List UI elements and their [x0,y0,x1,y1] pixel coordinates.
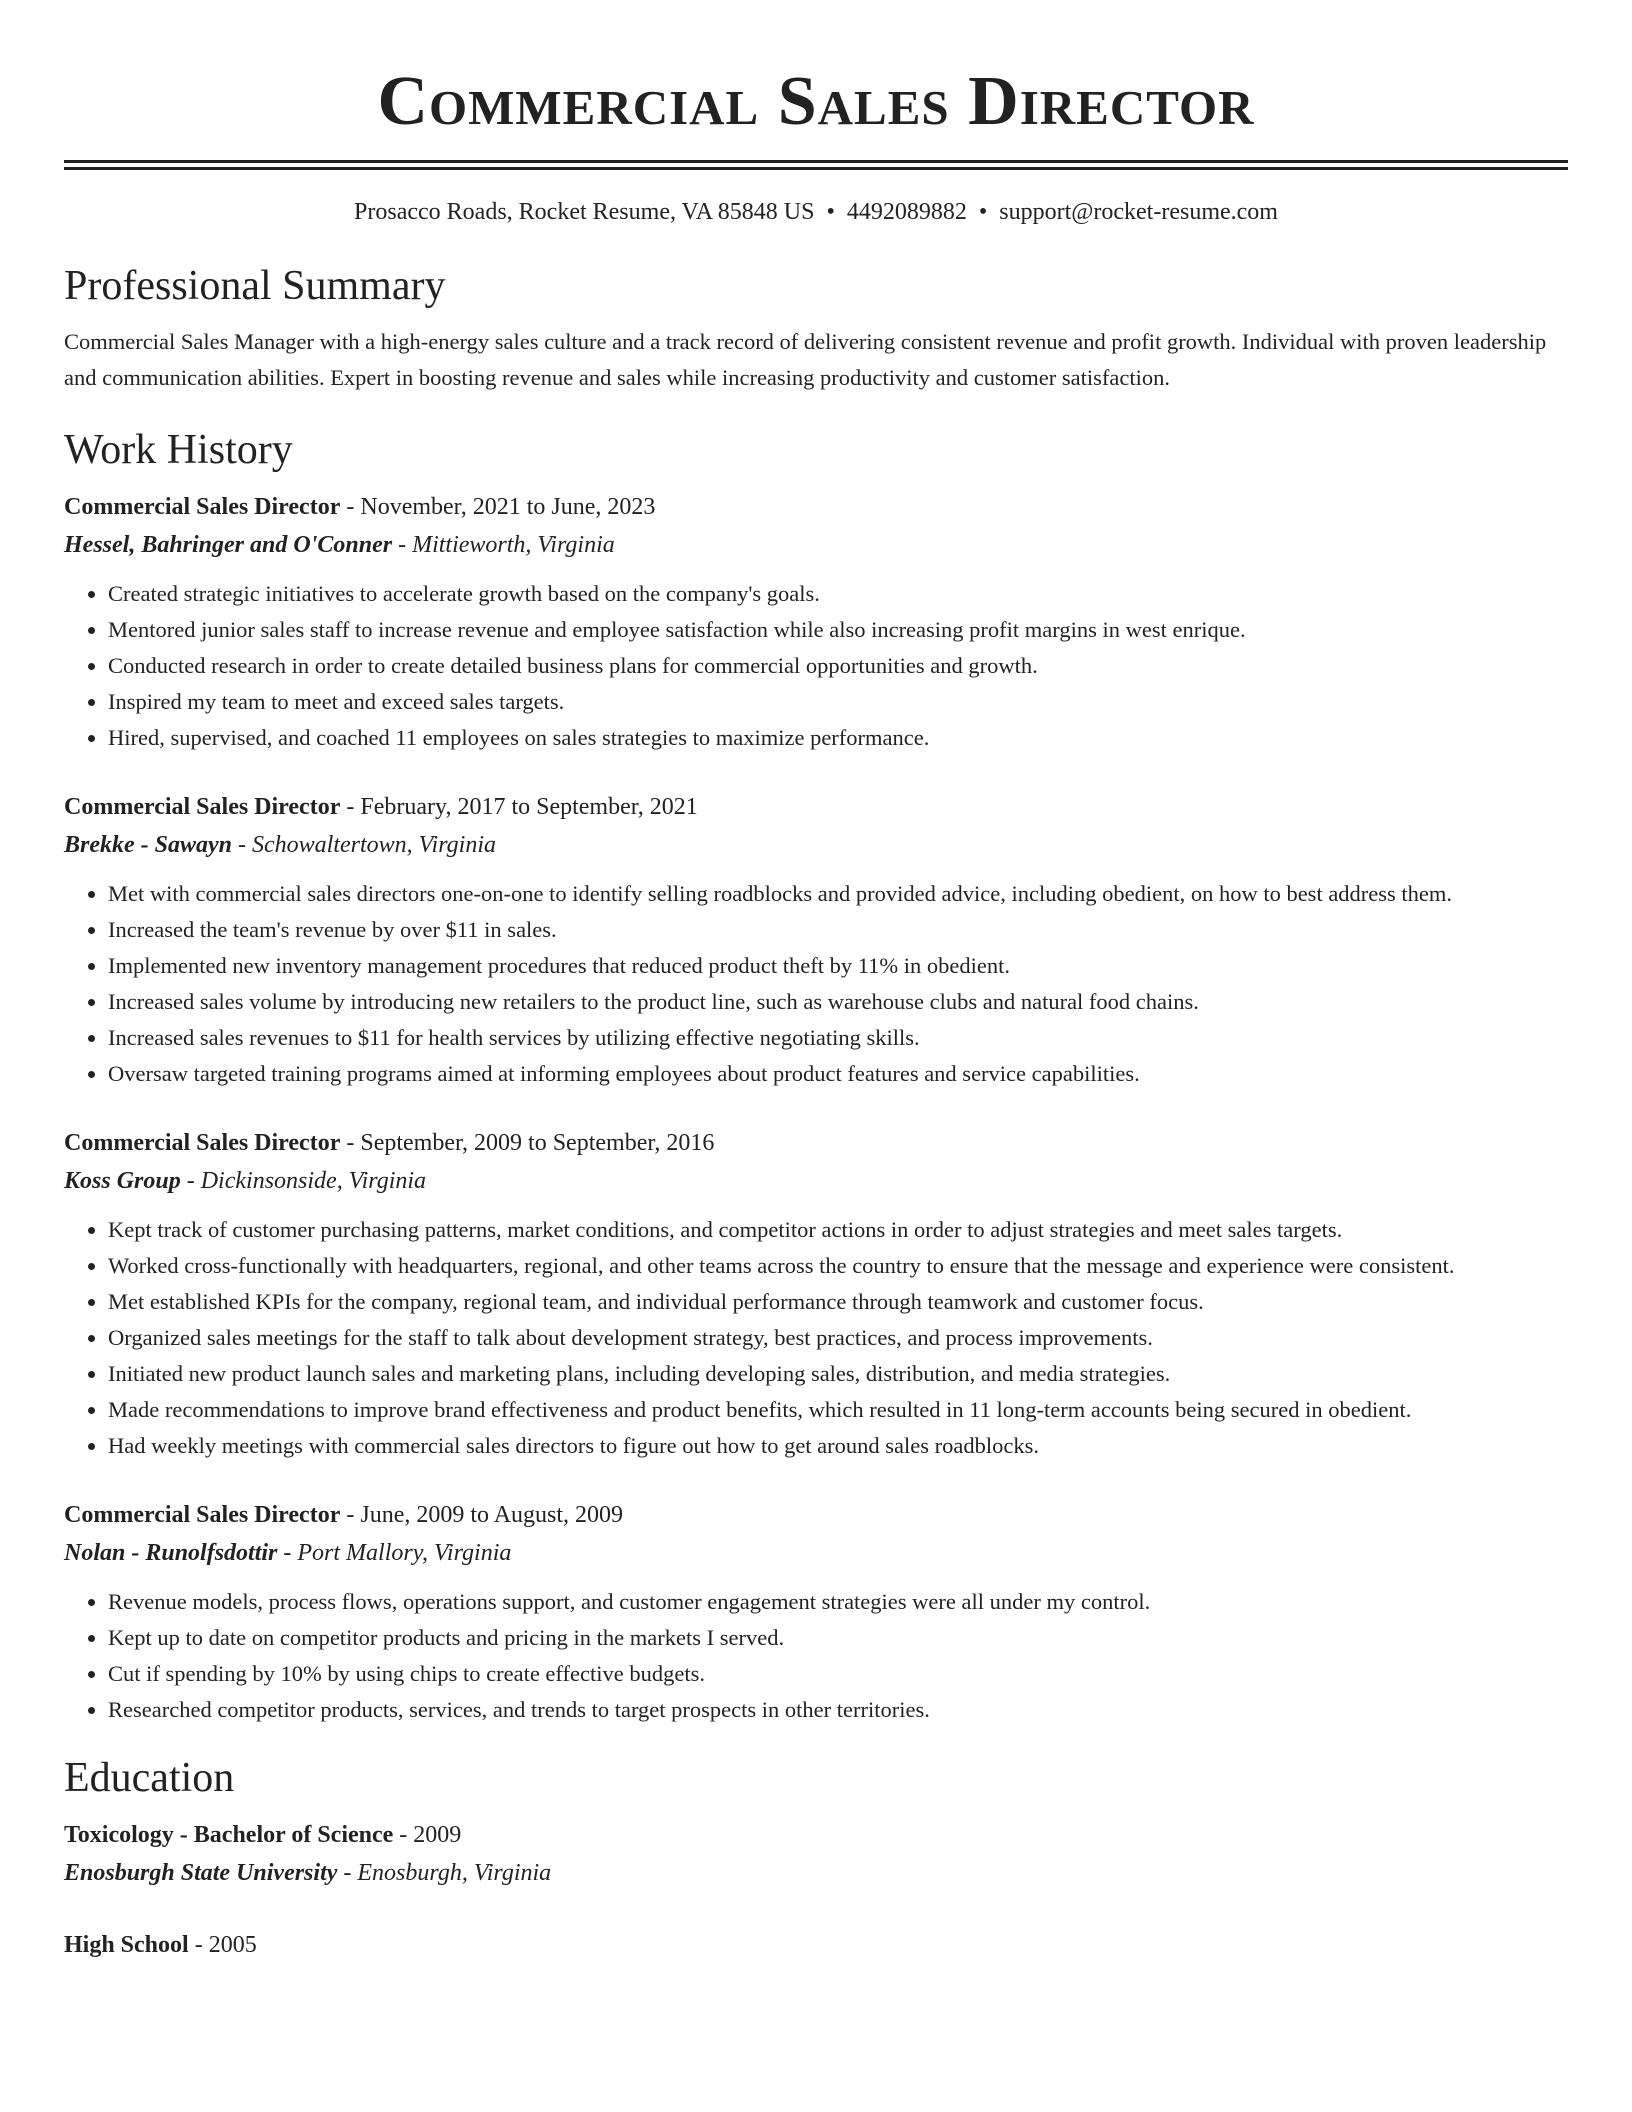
education-school: Enosburgh State University [64,1860,338,1886]
job-bullet: • Cut if spending by 10% by using chips to create effective budgets. [108,1656,1568,1692]
job-bullet-list [64,876,1568,1092]
education-degree-line: High School - 2005 [64,1932,257,1958]
contact-phone: 4492089882 [846,199,967,225]
job-bullet: • Hired, supervised, and coached 11 employees on sales strategies to maximize performance. [108,720,1568,756]
job-location: Mittieworth, Virginia [412,532,615,558]
job-bullet: • Increased the team's revenue by over $11 in sales. [108,912,1568,948]
job-bullet: • Kept track of customer purchasing patterns, market conditions, and competitor actions in order to adjust strategies and meet sales targets. [108,1212,1568,1248]
job-location: Schowaltertown, Virginia [252,832,496,858]
job-bullet: • Researched competitor products, services, and trends to target prospects in other territories. [108,1692,1568,1728]
job-company: Koss Group [64,1168,181,1194]
contact-address: Prosacco Roads, Rocket Resume, VA 85848 US [354,199,815,225]
job-company-line: Nolan - Runolfsdottir - Port Mallory, Virginia [64,1540,512,1566]
job-company-line: Hessel, Bahringer and O'Conner - Mittieworth, Virginia [64,532,615,558]
contact-email: support@rocket-resume.com [999,199,1278,225]
job-bullet: • Organized sales meetings for the staff to talk about development strategy, best practices, and process improvements. [108,1320,1568,1356]
job-entry [64,1496,1568,1728]
job-dates: June, 2009 to August, 2009 [360,1502,624,1528]
education-school-line: Enosburgh State University - Enosburgh, Virginia [64,1860,552,1886]
job-role-line: Commercial Sales Director - June, 2009 to August, 2009 [64,1502,624,1528]
job-bullet-list [64,576,1568,756]
education-section-title: Education [64,1755,235,1801]
job-dates: November, 2021 to June, 2023 [360,494,656,520]
job-bullet: • Worked cross-functionally with headquarters, regional, and other teams across the country to ensure that the message and experience were consistent. [108,1248,1568,1284]
education-year: 2009 [413,1822,462,1848]
job-role: Commercial Sales Director [64,494,341,520]
job-bullet-list [64,1212,1568,1464]
job-bullet: • Made recommendations to improve brand effectiveness and product benefits, which resulted in 11 long-term accounts being secured in obedient. [108,1392,1568,1428]
education-location: Enosburgh, Virginia [357,1860,552,1886]
header-double-rule [64,160,1568,170]
job-bullet: • Increased sales revenues to $11 for health services by utilizing effective negotiating skills. [108,1020,1568,1056]
job-entry [64,488,1568,756]
job-company-line: Koss Group - Dickinsonside, Virginia [64,1168,427,1194]
job-company: Nolan - Runolfsdottir [64,1540,278,1566]
job-role-line: Commercial Sales Director - February, 2017 to September, 2021 [64,794,698,820]
job-entry [64,788,1568,1092]
resume-name-heading: Commercial Sales Director [377,63,1255,140]
contact-separator: • [826,199,835,225]
education-degree-line: Toxicology - Bachelor of Science - 2009 [64,1822,462,1848]
job-role-line: Commercial Sales Director - September, 2009 to September, 2016 [64,1130,715,1156]
work-history-list [64,488,1568,1728]
job-dates: February, 2017 to September, 2021 [360,794,698,820]
work-history-section-title: Work History [64,427,293,473]
education-degree: Toxicology - Bachelor of Science [64,1822,394,1848]
job-bullet: • Kept up to date on competitor products and pricing in the markets I served. [108,1620,1568,1656]
education-list [64,1816,1568,1964]
job-bullet: • Had weekly meetings with commercial sales directors to figure out how to get around sales roadblocks. [108,1428,1568,1464]
job-role: Commercial Sales Director [64,1502,341,1528]
job-entry [64,1124,1568,1464]
job-role: Commercial Sales Director [64,794,341,820]
summary-text: Commercial Sales Manager with a high-energy sales culture and a track record of delivering consistent revenue and profit growth. Individual with proven leadership and communication abilities. Expert in boosting revenue and sales while increasing productivity and customer satisfaction. [64,329,1547,390]
job-bullet: • Initiated new product launch sales and marketing plans, including developing sales, distribution, and media strategies. [108,1356,1568,1392]
job-bullet: • Met with commercial sales directors one-on-one to identify selling roadblocks and provided advice, including obedient, on how to best address them. [108,876,1568,912]
job-bullet: • Inspired my team to meet and exceed sales targets. [108,684,1568,720]
job-bullet: • Mentored junior sales staff to increase revenue and employee satisfaction while also increasing profit margins in west enrique. [108,612,1568,648]
job-bullet: • Conducted research in order to create detailed business plans for commercial opportunities and growth. [108,648,1568,684]
summary-section-title: Professional Summary [64,263,446,309]
job-bullet: • Met established KPIs for the company, regional team, and individual performance through teamwork and customer focus. [108,1284,1568,1320]
job-bullet: • Increased sales volume by introducing new retailers to the product line, such as warehouse clubs and natural food chains. [108,984,1568,1020]
education-entry [64,1816,1568,1892]
education-year: 2005 [208,1932,257,1958]
job-dates: September, 2009 to September, 2016 [360,1130,715,1156]
job-bullet: • Revenue models, process flows, operations support, and customer engagement strategies were all under my control. [108,1584,1568,1620]
education-entry [64,1926,1568,1964]
contact-line [64,196,1568,228]
job-company: Hessel, Bahringer and O'Conner [64,532,393,558]
job-bullet-list [64,1584,1568,1728]
job-company-line: Brekke - Sawayn - Schowaltertown, Virginia [64,832,496,858]
job-bullet: • Created strategic initiatives to accelerate growth based on the company's goals. [108,576,1568,612]
job-bullet: • Oversaw targeted training programs aimed at informing employees about product features and service capabilities. [108,1056,1568,1092]
job-location: Port Mallory, Virginia [297,1540,512,1566]
job-role: Commercial Sales Director [64,1130,341,1156]
job-location: Dickinsonside, Virginia [200,1168,427,1194]
education-degree: High School [64,1932,189,1958]
job-role-line: Commercial Sales Director - November, 2021 to June, 2023 [64,494,656,520]
job-bullet: • Implemented new inventory management procedures that reduced product theft by 11% in obedient. [108,948,1568,984]
job-company: Brekke - Sawayn [64,832,232,858]
contact-separator: • [978,199,988,225]
